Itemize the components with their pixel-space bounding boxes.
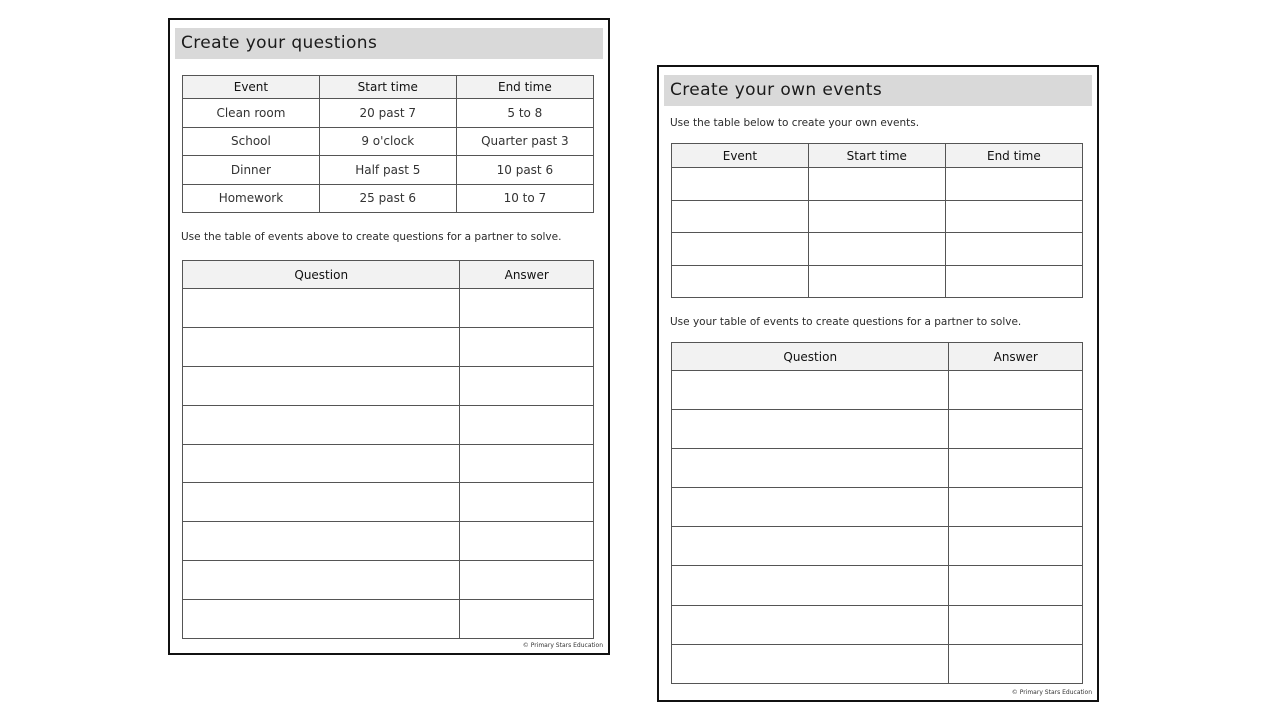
blank-cell <box>183 522 460 561</box>
blank-cell <box>183 327 460 366</box>
question-rows <box>183 289 594 639</box>
blank-table-row <box>183 561 594 600</box>
end-time-cell: 5 to 8 <box>456 99 593 128</box>
blank-table-row <box>183 444 594 483</box>
start-time-cell: 25 past 6 <box>319 184 456 213</box>
blank-table-row <box>183 366 594 405</box>
blank-cell <box>183 405 460 444</box>
table-row <box>183 184 594 213</box>
end-time-cell: 10 past 6 <box>456 156 593 185</box>
blank-cell <box>672 371 949 410</box>
blank-cell <box>183 289 460 328</box>
blank-cell <box>672 410 949 449</box>
table-header-row <box>183 261 594 289</box>
instruction-text: Use the table of events above to create questions for a partner to solve. <box>181 231 562 243</box>
question-rows <box>672 371 1083 684</box>
column-header-start-time: Start time <box>319 76 456 99</box>
start-time-cell: 20 past 7 <box>319 99 456 128</box>
event-cell: Clean room <box>183 99 320 128</box>
blank-cell <box>672 566 949 605</box>
blank-cell <box>460 600 594 639</box>
blank-cell <box>672 168 809 201</box>
blank-table-row <box>672 644 1083 683</box>
column-header-question: Question <box>672 343 949 371</box>
blank-cell <box>945 200 1082 233</box>
blank-table-row <box>672 566 1083 605</box>
blank-table-row <box>183 600 594 639</box>
blank-cell <box>949 527 1083 566</box>
blank-cell <box>183 561 460 600</box>
blank-cell <box>808 200 945 233</box>
blank-cell <box>808 233 945 266</box>
column-header-end-time: End time <box>945 144 1082 168</box>
copyright-notice: © Primary Stars Education <box>1011 689 1092 696</box>
events-instruction-text: Use the table below to create your own events. <box>670 117 920 129</box>
column-header-question: Question <box>183 261 460 289</box>
blank-table-row <box>672 200 1083 233</box>
own-events-table <box>671 143 1083 298</box>
blank-table-row <box>183 483 594 522</box>
blank-cell <box>949 410 1083 449</box>
blank-table-row <box>672 527 1083 566</box>
event-cell: Dinner <box>183 156 320 185</box>
column-header-answer: Answer <box>460 261 594 289</box>
questions-table <box>182 260 594 639</box>
blank-cell <box>672 605 949 644</box>
blank-cell <box>460 366 594 405</box>
questions-instruction-text: Use your table of events to create questions for a partner to solve. <box>670 316 1022 328</box>
blank-cell <box>672 527 949 566</box>
column-header-event: Event <box>672 144 809 168</box>
table-row <box>183 127 594 156</box>
table-header-row <box>672 144 1083 168</box>
blank-table-row <box>672 488 1083 527</box>
blank-cell <box>672 200 809 233</box>
column-header-answer: Answer <box>949 343 1083 371</box>
event-cell: School <box>183 127 320 156</box>
column-header-event: Event <box>183 76 320 99</box>
blank-cell <box>949 605 1083 644</box>
blank-table-row <box>672 233 1083 266</box>
blank-table-row <box>672 410 1083 449</box>
worksheet-title: Create your own events <box>664 75 1092 106</box>
blank-cell <box>460 289 594 328</box>
blank-table-row <box>183 327 594 366</box>
blank-cell <box>945 233 1082 266</box>
blank-cell <box>672 265 809 298</box>
blank-table-row <box>672 371 1083 410</box>
start-time-cell: 9 o'clock <box>319 127 456 156</box>
start-time-cell: Half past 5 <box>319 156 456 185</box>
blank-cell <box>460 444 594 483</box>
worksheet-title: Create your questions <box>175 28 603 59</box>
blank-cell <box>949 488 1083 527</box>
questions-table <box>671 342 1083 684</box>
blank-cell <box>945 265 1082 298</box>
blank-cell <box>183 483 460 522</box>
blank-table-row <box>183 522 594 561</box>
blank-cell <box>183 444 460 483</box>
end-time-cell: 10 to 7 <box>456 184 593 213</box>
blank-cell <box>808 168 945 201</box>
blank-cell <box>949 644 1083 683</box>
copyright-notice: © Primary Stars Education <box>522 642 603 649</box>
blank-cell <box>945 168 1082 201</box>
table-header-row <box>183 76 594 99</box>
blank-cell <box>460 405 594 444</box>
table-row <box>183 156 594 185</box>
blank-table-row <box>672 605 1083 644</box>
blank-cell <box>460 327 594 366</box>
blank-cell <box>949 449 1083 488</box>
blank-cell <box>949 566 1083 605</box>
blank-cell <box>183 366 460 405</box>
blank-cell <box>183 600 460 639</box>
blank-cell <box>460 561 594 600</box>
end-time-cell: Quarter past 3 <box>456 127 593 156</box>
blank-cell <box>460 522 594 561</box>
blank-table-row <box>183 289 594 328</box>
events-table <box>182 75 594 213</box>
blank-cell <box>672 488 949 527</box>
worksheet-create-your-questions <box>168 18 610 655</box>
table-header-row <box>672 343 1083 371</box>
blank-cell <box>949 371 1083 410</box>
blank-cell <box>672 449 949 488</box>
blank-table-row <box>183 405 594 444</box>
blank-cell <box>460 483 594 522</box>
event-rows <box>672 168 1083 298</box>
column-header-start-time: Start time <box>808 144 945 168</box>
column-header-end-time: End time <box>456 76 593 99</box>
worksheet-create-your-own-events <box>657 65 1099 702</box>
event-cell: Homework <box>183 184 320 213</box>
blank-cell <box>808 265 945 298</box>
blank-cell <box>672 644 949 683</box>
blank-table-row <box>672 168 1083 201</box>
table-row <box>183 99 594 128</box>
blank-cell <box>672 233 809 266</box>
blank-table-row <box>672 265 1083 298</box>
blank-table-row <box>672 449 1083 488</box>
